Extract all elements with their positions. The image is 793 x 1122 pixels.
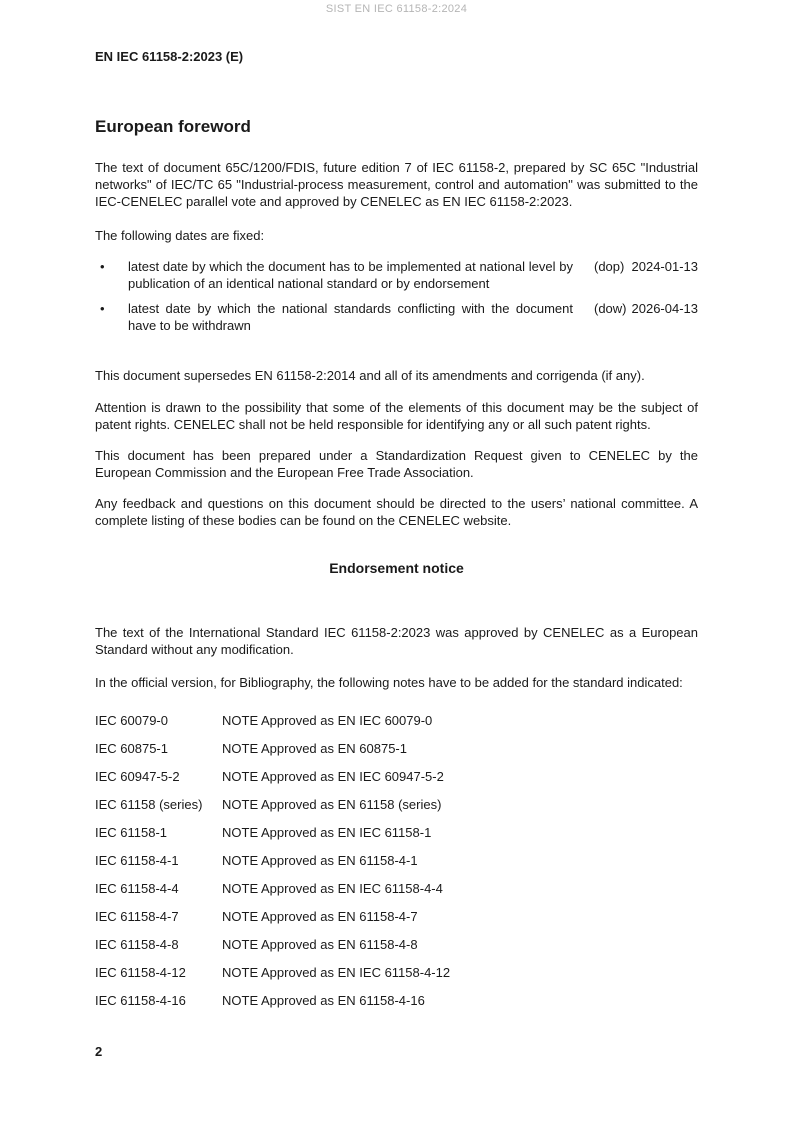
note-row: [95, 740, 698, 757]
date-item-value: 2024-01-13: [631, 259, 698, 274]
note-standard: IEC 61158-4-4: [95, 881, 179, 896]
note-text: NOTE Approved as EN IEC 61158-4-12: [222, 965, 451, 980]
note-text: NOTE Approved as EN IEC 61158-4-4: [222, 881, 443, 896]
date-item-right: [573, 258, 698, 292]
bibliography-notes-list: [95, 712, 698, 1009]
paragraph-patent-attention: Attention is drawn to the possibility that some of the elements of this document may be the subject of patent rights. CENELEC shall not be held responsible for identifying any or all such patent rights.: [95, 400, 698, 432]
paragraph-standardization-request: This document has been prepared under a Standardization Request given to CENELEC by the European Commission and the European Free Trade Association.: [95, 448, 698, 480]
paragraph-feedback: Any feedback and questions on this document should be directed to the users’ national committee. A complete listing of these bodies can be found on the CENELEC website.: [95, 496, 698, 528]
date-item-right: [573, 300, 698, 334]
note-standard: IEC 61158-4-1: [95, 853, 179, 868]
bullet-icon: •: [100, 259, 105, 274]
note-text: NOTE Approved as EN 61158-4-7: [222, 909, 418, 924]
note-row: [95, 712, 698, 729]
note-row: [95, 824, 698, 841]
note-text: NOTE Approved as EN 61158-4-16: [222, 993, 425, 1008]
note-standard: IEC 61158-4-7: [95, 909, 179, 924]
note-standard: IEC 60079-0: [95, 713, 168, 728]
note-text: NOTE Approved as EN IEC 60947-5-2: [222, 769, 444, 784]
paragraph-bibliography-intro: In the official version, for Bibliography, the following notes have to be added for the standard indicated:: [95, 675, 683, 690]
note-row: [95, 796, 698, 813]
note-standard: IEC 61158-1: [95, 825, 168, 840]
note-text: NOTE Approved as EN IEC 60079-0: [222, 713, 433, 728]
paragraph-supersedes: This document supersedes EN 61158-2:2014 and all of its amendments and corrigenda (if any).: [95, 368, 645, 383]
bullet-icon: •: [100, 301, 105, 316]
note-text: NOTE Approved as EN IEC 61158-1: [222, 825, 432, 840]
note-text: NOTE Approved as EN 60875-1: [222, 741, 407, 756]
note-row: [95, 768, 698, 785]
note-text: NOTE Approved as EN 61158-4-1: [222, 853, 418, 868]
note-standard: IEC 60875-1: [95, 741, 168, 756]
note-standard: IEC 60947-5-2: [95, 769, 180, 784]
note-row: [95, 880, 698, 897]
note-row: [95, 992, 698, 1009]
paragraph-endorsement-approved: The text of the International Standard IEC 61158-2:2023 was approved by CENELEC as a European Standard without any modification.: [95, 625, 698, 657]
note-row: [95, 964, 698, 981]
date-item-dow: [95, 300, 698, 334]
page-number: 2: [95, 1044, 103, 1059]
note-standard: IEC 61158 (series): [95, 797, 203, 812]
note-standard: IEC 61158-4-8: [95, 937, 179, 952]
note-text: NOTE Approved as EN 61158-4-8: [222, 937, 418, 952]
note-standard: IEC 61158-4-12: [95, 965, 186, 980]
paragraph-dates-intro: The following dates are fixed:: [95, 228, 265, 243]
note-row: [95, 852, 698, 869]
page-content: [0, 49, 793, 1009]
date-item-label: (dop): [594, 259, 625, 274]
watermark-header: SIST EN IEC 61158-2:2024: [325, 3, 468, 15]
note-text: NOTE Approved as EN 61158 (series): [222, 797, 442, 812]
document-reference: EN IEC 61158-2:2023 (E): [95, 49, 244, 64]
date-item-label: (dow): [594, 301, 627, 316]
section-title-european-foreword: European foreword: [95, 117, 251, 136]
note-row: [95, 908, 698, 925]
date-item-dop: [95, 258, 698, 292]
paragraph-foreword-intro: The text of document 65C/1200/FDIS, future edition 7 of IEC 61158-2, prepared by SC 65C "Industrial networks" of IEC/TC 65 "Industrial-process measurement, control and automation" was submitted to the IEC-CENELEC parallel vote and approved by CENELEC as EN IEC 61158-2:2023.: [95, 160, 698, 209]
note-standard: IEC 61158-4-16: [95, 993, 186, 1008]
note-row: [95, 936, 698, 953]
date-item-value: 2026-04-13: [631, 301, 698, 316]
date-item-text: latest date by which the national standards conflicting with the document have to be withdrawn: [128, 301, 573, 333]
date-item-text: latest date by which the document has to be implemented at national level by publication of an identical national standard or by endorsement: [128, 259, 573, 291]
section-title-endorsement-notice: Endorsement notice: [329, 560, 464, 576]
